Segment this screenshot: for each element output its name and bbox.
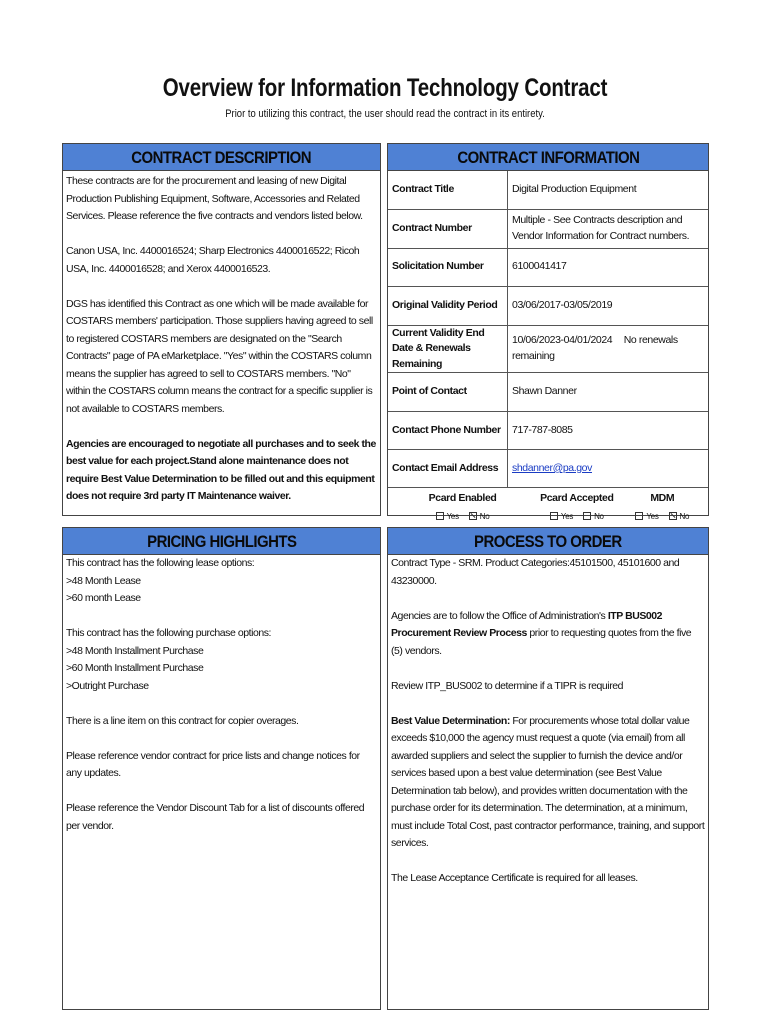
table-row [388,171,708,209]
contract-number-value: Multiple - See Contracts description and Vendor Information for Contract numbers. [508,209,709,248]
table-row [388,325,708,373]
contact-phone-value: 717-787-8085 [508,412,709,450]
renewals-remaining: No renewals remaining [512,334,678,362]
lease-certificate-paragraph: The Lease Acceptance Certificate is required for all leases. [391,872,638,884]
pricing-highlights-body [63,555,380,837]
contract-information-panel [387,143,709,521]
vendors-paragraph: Canon USA, Inc. 4400016524; Sharp Electronics 4400016522; Ricoh USA, Inc. 4400016528; and Xerox 4400016523. [66,245,360,275]
procurement-review-paragraph: Agencies are to follow the Office of Administration's ITP BUS002 Procurement Review Process prior to requesting quotes from the five (5) vendors. [391,609,692,657]
mdm-label: MDM [650,492,675,504]
contract-number-label: Contract Number [388,209,508,248]
process-to-order-panel [387,527,709,1010]
pcard-enabled-options [388,512,537,521]
contact-phone-label: Contact Phone Number [388,412,508,450]
contract-description-heading: CONTRACT DESCRIPTION [63,144,380,171]
pcard-checkboxes [388,508,708,524]
table-row [388,209,708,248]
process-to-order-heading: PROCESS TO ORDER [388,528,708,555]
point-of-contact-value: Shawn Danner [508,373,709,412]
checkbox-icon [436,512,444,520]
pcard-accepted-yes[interactable]: Yes [550,512,573,521]
pcard-enabled-label: Pcard Enabled [428,492,497,504]
contract-description-panel [62,143,381,516]
pcard-enabled-yes[interactable]: Yes [436,512,459,521]
original-validity-label: Original Validity Period [388,286,508,325]
contract-title-value: Digital Production Equipment [508,171,709,209]
mdm-yes[interactable]: Yes [635,512,658,521]
pricing-highlights-heading: PRICING HIGHLIGHTS [63,528,380,555]
pcard-accepted-no[interactable]: No [583,512,604,521]
checkbox-icon [550,512,558,520]
contract-title-label: Contract Title [388,171,508,209]
table-row [388,412,708,450]
lease-option-item: >48 Month Lease [66,574,141,587]
table-row [388,248,708,286]
checkbox-icon [635,512,643,520]
pcard-headers [388,488,708,508]
contact-email-label: Contact Email Address [388,450,508,488]
purchase-options-intro: This contract has the following purchase options: [66,627,271,639]
original-validity-value: 03/06/2017-03/05/2019 [508,286,709,325]
tipr-paragraph: Review ITP_BUS002 to determine if a TIPR is required [391,679,624,692]
discounts-note: Please reference the Vendor Discount Tab for a list of discounts offered per vendor. [66,802,365,832]
solicitation-number-label: Solicitation Number [388,248,508,286]
overages-note: There is a line item on this contract for copier overages. [66,714,299,727]
current-validity-value [508,325,709,373]
purchase-option-item: >60 Month Installment Purchase [66,662,204,674]
pricing-highlights-panel [62,527,381,1010]
best-value-paragraph: Best Value Determination: For procurements whose total dollar value exceeds $10,000 the agency must request a quote (via email) from all awarded suppliers and select the supplier to furnish the device and/or services based upon a best value determination (see Best Value Determination tab below), and provides written documentation with the purchase order for its determination. The determination, at a minimum, must include Total Cost, past contractor performance, training, and support services. [391,714,705,849]
lease-option-item: >60 month Lease [66,592,141,604]
contact-email-value [508,450,709,488]
description-paragraph: These contracts are for the procurement and leasing of new Digital Production Publishing Equipment, Software, Accessories and Related Services. Please reference the five contracts and vendors listed below. [66,175,363,222]
pcard-accepted-options [537,512,617,521]
table-row [388,450,708,488]
checkbox-checked-icon [469,512,477,520]
table-row [388,286,708,325]
contract-information-heading: CONTRACT INFORMATION [388,144,708,171]
contract-info-table [388,171,708,488]
page-subtitle: Prior to utilizing this contract, the user should read the contract in its entirety. [225,108,545,120]
agencies-paragraph: Agencies are encouraged to negotiate all purchases and to seek the best value for each project.Stand alone maintenance does not require Best Value Determination to be filled out and this equipment does not require 3rd party IT Maintenance waiver. [66,437,376,502]
purchase-option-item: >Outright Purchase [66,679,149,692]
checkbox-icon [583,512,591,520]
contact-email-link[interactable]: shdanner@pa.gov [512,461,592,474]
pcard-accepted-label: Pcard Accepted [540,492,614,504]
checkbox-checked-icon [669,512,677,520]
costars-paragraph: DGS has identified this Contract as one which will be made available for COSTARS members' participation. Those suppliers having agreed to sell to registered COSTARS members are designated on the "Search Contracts" page of PA eMarketplace. "Yes" within the COSTARS column means the supplier has agreed to sell to COSTARS members. "No" within the COSTARS column means the contract for a specific supplier is not available to COSTARS members. [66,297,373,415]
page-title: Overview for Information Technology Contract [162,74,608,102]
table-row [388,373,708,412]
purchase-option-item: >48 Month Installment Purchase [66,644,204,657]
process-to-order-body [388,555,708,890]
solicitation-number-value: 6100041417 [508,248,709,286]
mdm-options [617,512,708,521]
point-of-contact-label: Point of Contact [388,373,508,412]
pcard-enabled-no[interactable]: No [469,512,490,521]
current-validity-label: Current Validity End Date & Renewals Remaining [388,325,508,373]
price-lists-note: Please reference vendor contract for price lists and change notices for any updates. [66,749,360,779]
contract-description-body [63,171,380,508]
current-validity-dates: 10/06/2023-04/01/2024 [512,334,613,347]
lease-options-intro: This contract has the following lease options: [66,557,255,569]
contract-type-paragraph: Contract Type - SRM. Product Categories:45101500, 45101600 and 43230000. [391,557,680,587]
mdm-no[interactable]: No [669,512,690,521]
